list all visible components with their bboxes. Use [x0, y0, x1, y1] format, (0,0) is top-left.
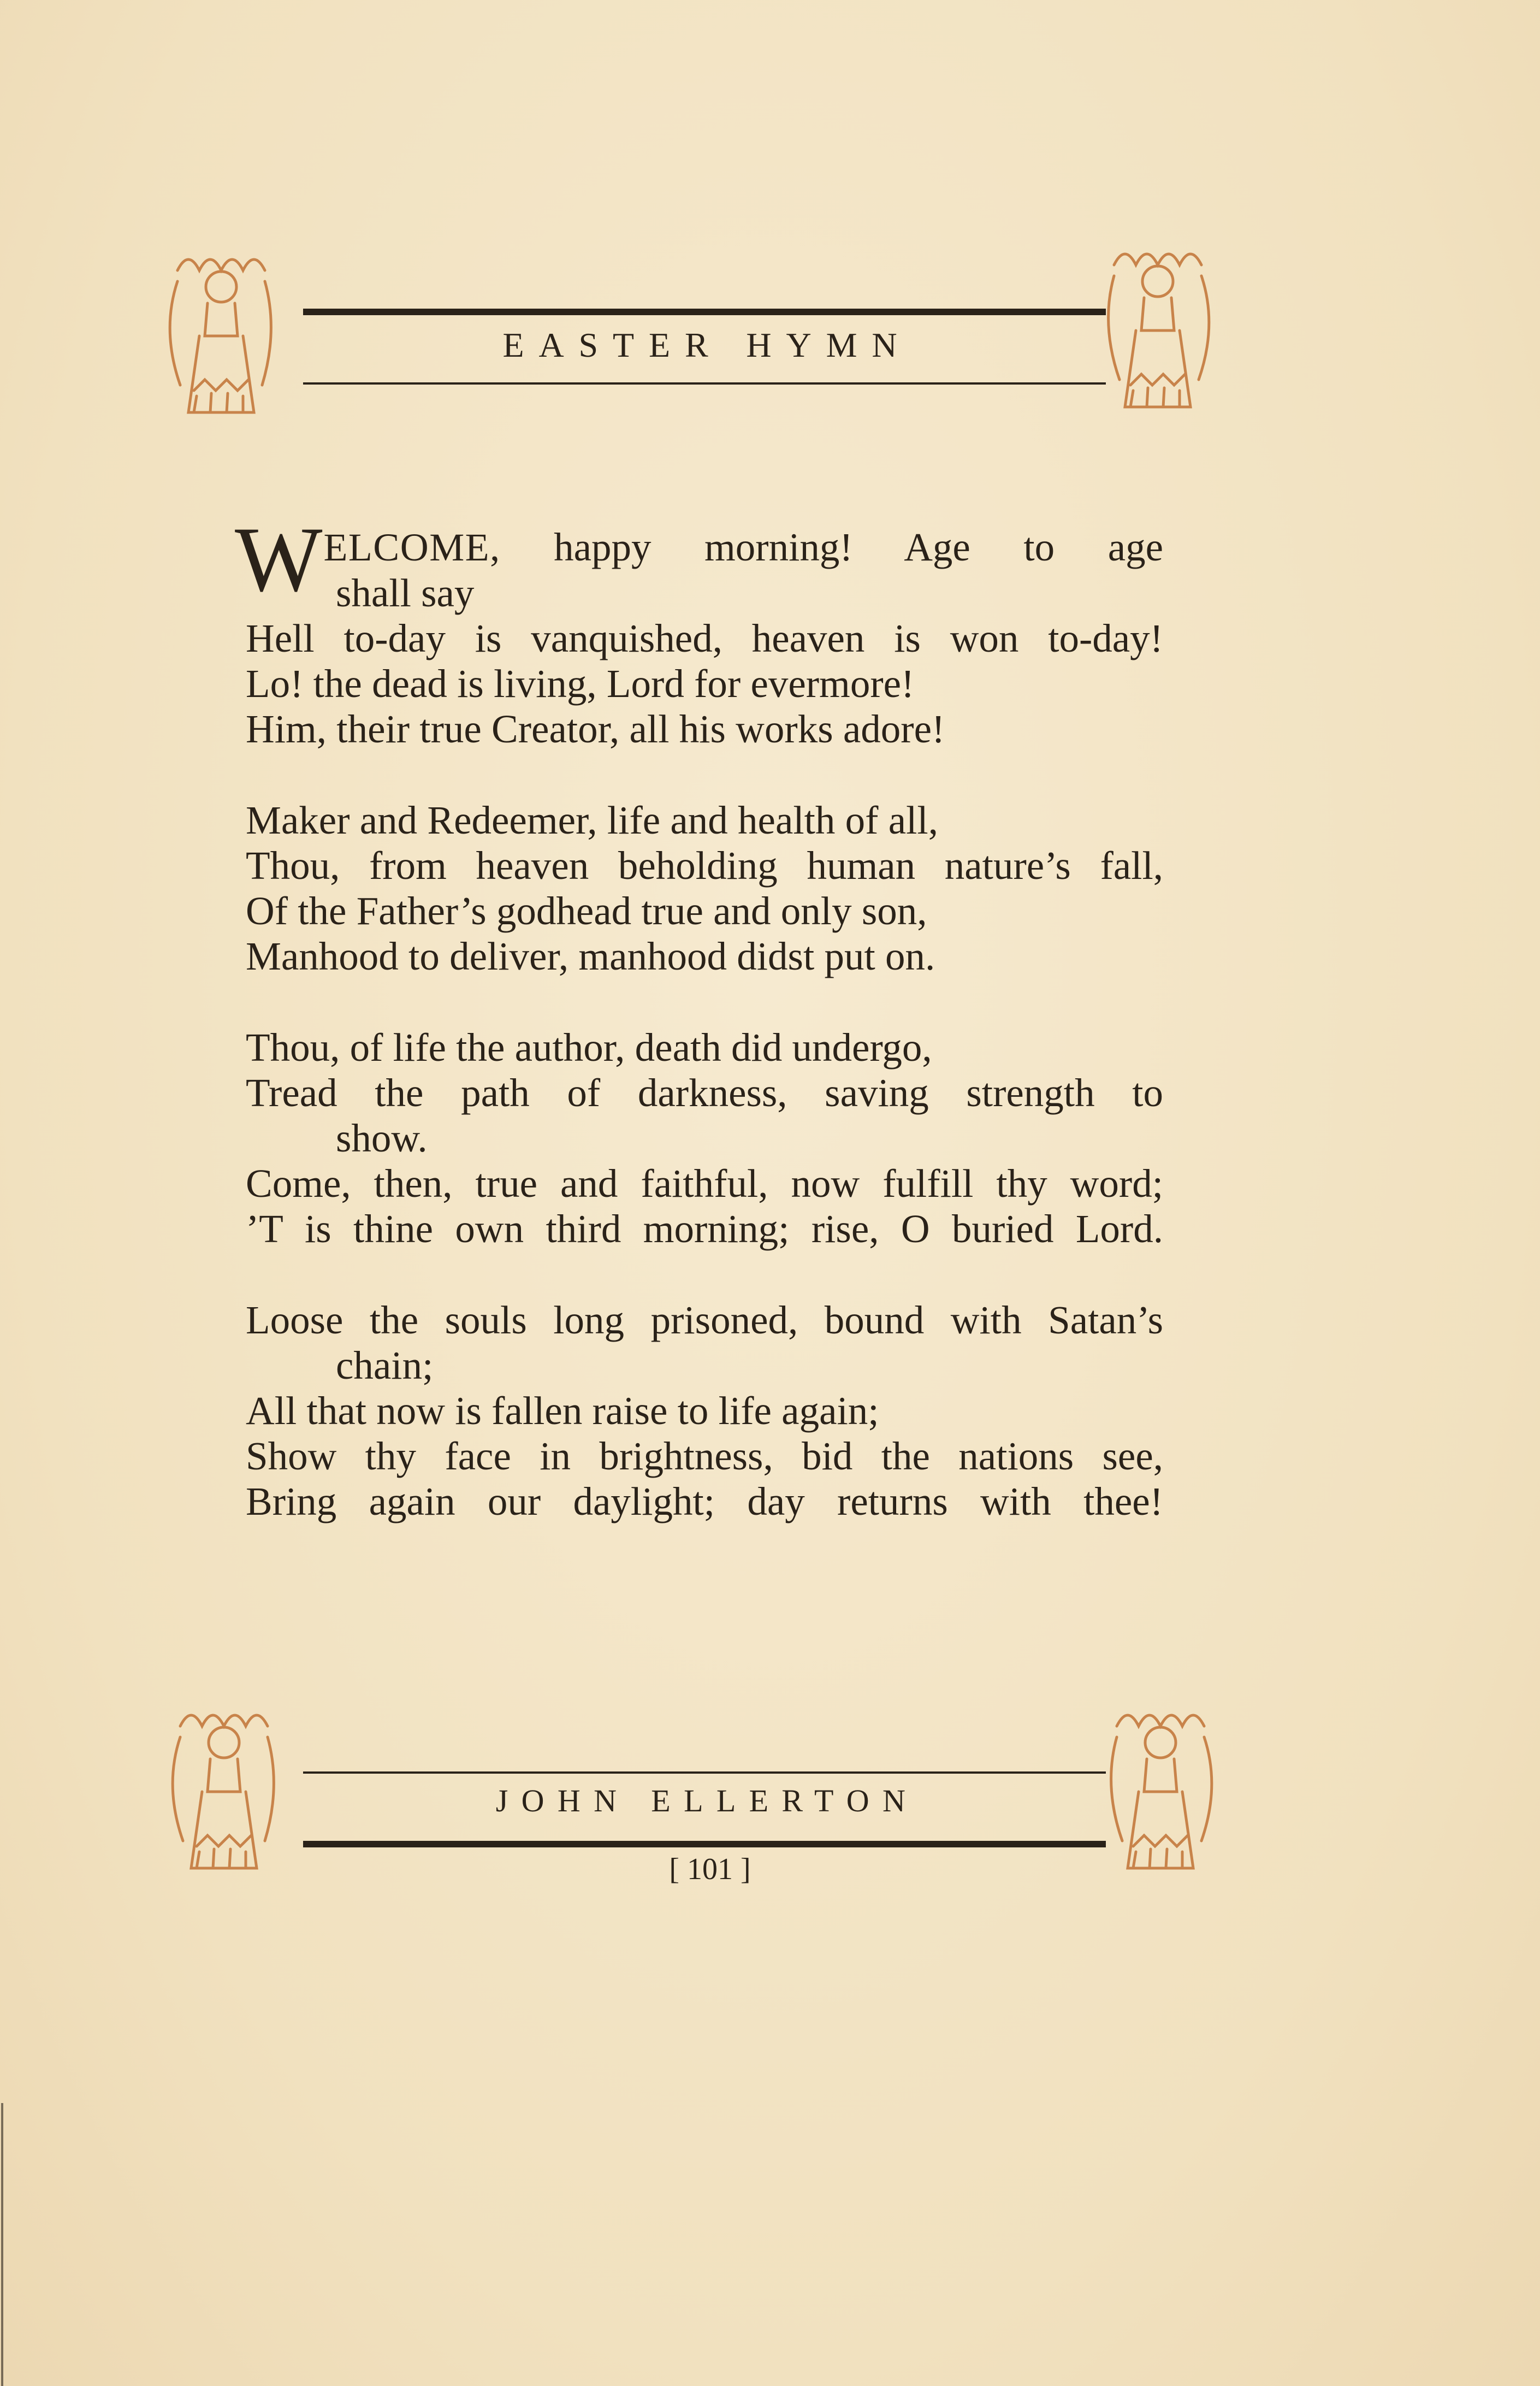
poem-line: Him, their true Creator, all his works adore!: [246, 707, 945, 751]
stanza: [235, 508, 1163, 752]
angel-icon: [158, 1704, 284, 1890]
angel-icon: [1098, 243, 1223, 429]
poem-line: Tread the path of darkness, saving strength to: [246, 1071, 1163, 1115]
poem-line: Bring again our daylight; day returns with thee!: [246, 1479, 1163, 1523]
poem-line: Thou, of life the author, death did undergo,: [246, 1025, 932, 1070]
poem-line: ’T is thine own third morning; rise, O buried Lord.: [246, 1207, 1163, 1251]
first-word: ELCOME,: [323, 525, 501, 569]
page-title: EASTER HYMN: [502, 326, 912, 364]
stanza: [246, 798, 1163, 979]
angel-icon: [1100, 1704, 1226, 1890]
scan-edge-mark: [1, 2103, 3, 2386]
drop-cap: W: [235, 508, 323, 611]
author-name: JOHN ELLERTON: [495, 1783, 919, 1818]
poem-line: Loose the souls long prisoned, bound with Satan’s: [246, 1298, 1163, 1342]
page-number: [ 101 ]: [669, 1852, 751, 1886]
footer-thin-rule: [303, 1771, 1106, 1774]
poem-line: Come, then, true and faithful, now fulfill thy word;: [246, 1161, 1163, 1206]
poem-line: Hell to-day is vanquished, heaven is won to-day!: [246, 616, 1163, 660]
poem-line-text: happy morning! Age to age: [500, 525, 1163, 569]
poem-line: shall say: [336, 571, 475, 615]
header-thin-rule: [303, 382, 1106, 385]
stanza: [246, 1297, 1163, 1524]
poem-line: Show thy face in brightness, bid the nations see,: [246, 1434, 1163, 1478]
footer-thick-rule: [303, 1841, 1106, 1847]
poem-line: chain;: [336, 1343, 434, 1387]
poem-line: Manhood to deliver, manhood didst put on.: [246, 934, 935, 978]
poem-line: Maker and Redeemer, life and health of all,: [246, 798, 938, 842]
angel-icon: [156, 249, 281, 434]
poem-body: [235, 508, 1163, 1570]
poem-line: Of the Father’s godhead true and only son,: [246, 889, 927, 933]
poem-line: show.: [336, 1116, 428, 1160]
poem-line: Lo! the dead is living, Lord for evermore!: [246, 662, 915, 706]
poem-line: All that now is fallen raise to life again;: [246, 1389, 879, 1433]
stanza: [246, 1025, 1163, 1251]
poem-line: Thou, from heaven beholding human nature’s fall,: [246, 843, 1163, 888]
header-thick-rule: [303, 309, 1106, 315]
